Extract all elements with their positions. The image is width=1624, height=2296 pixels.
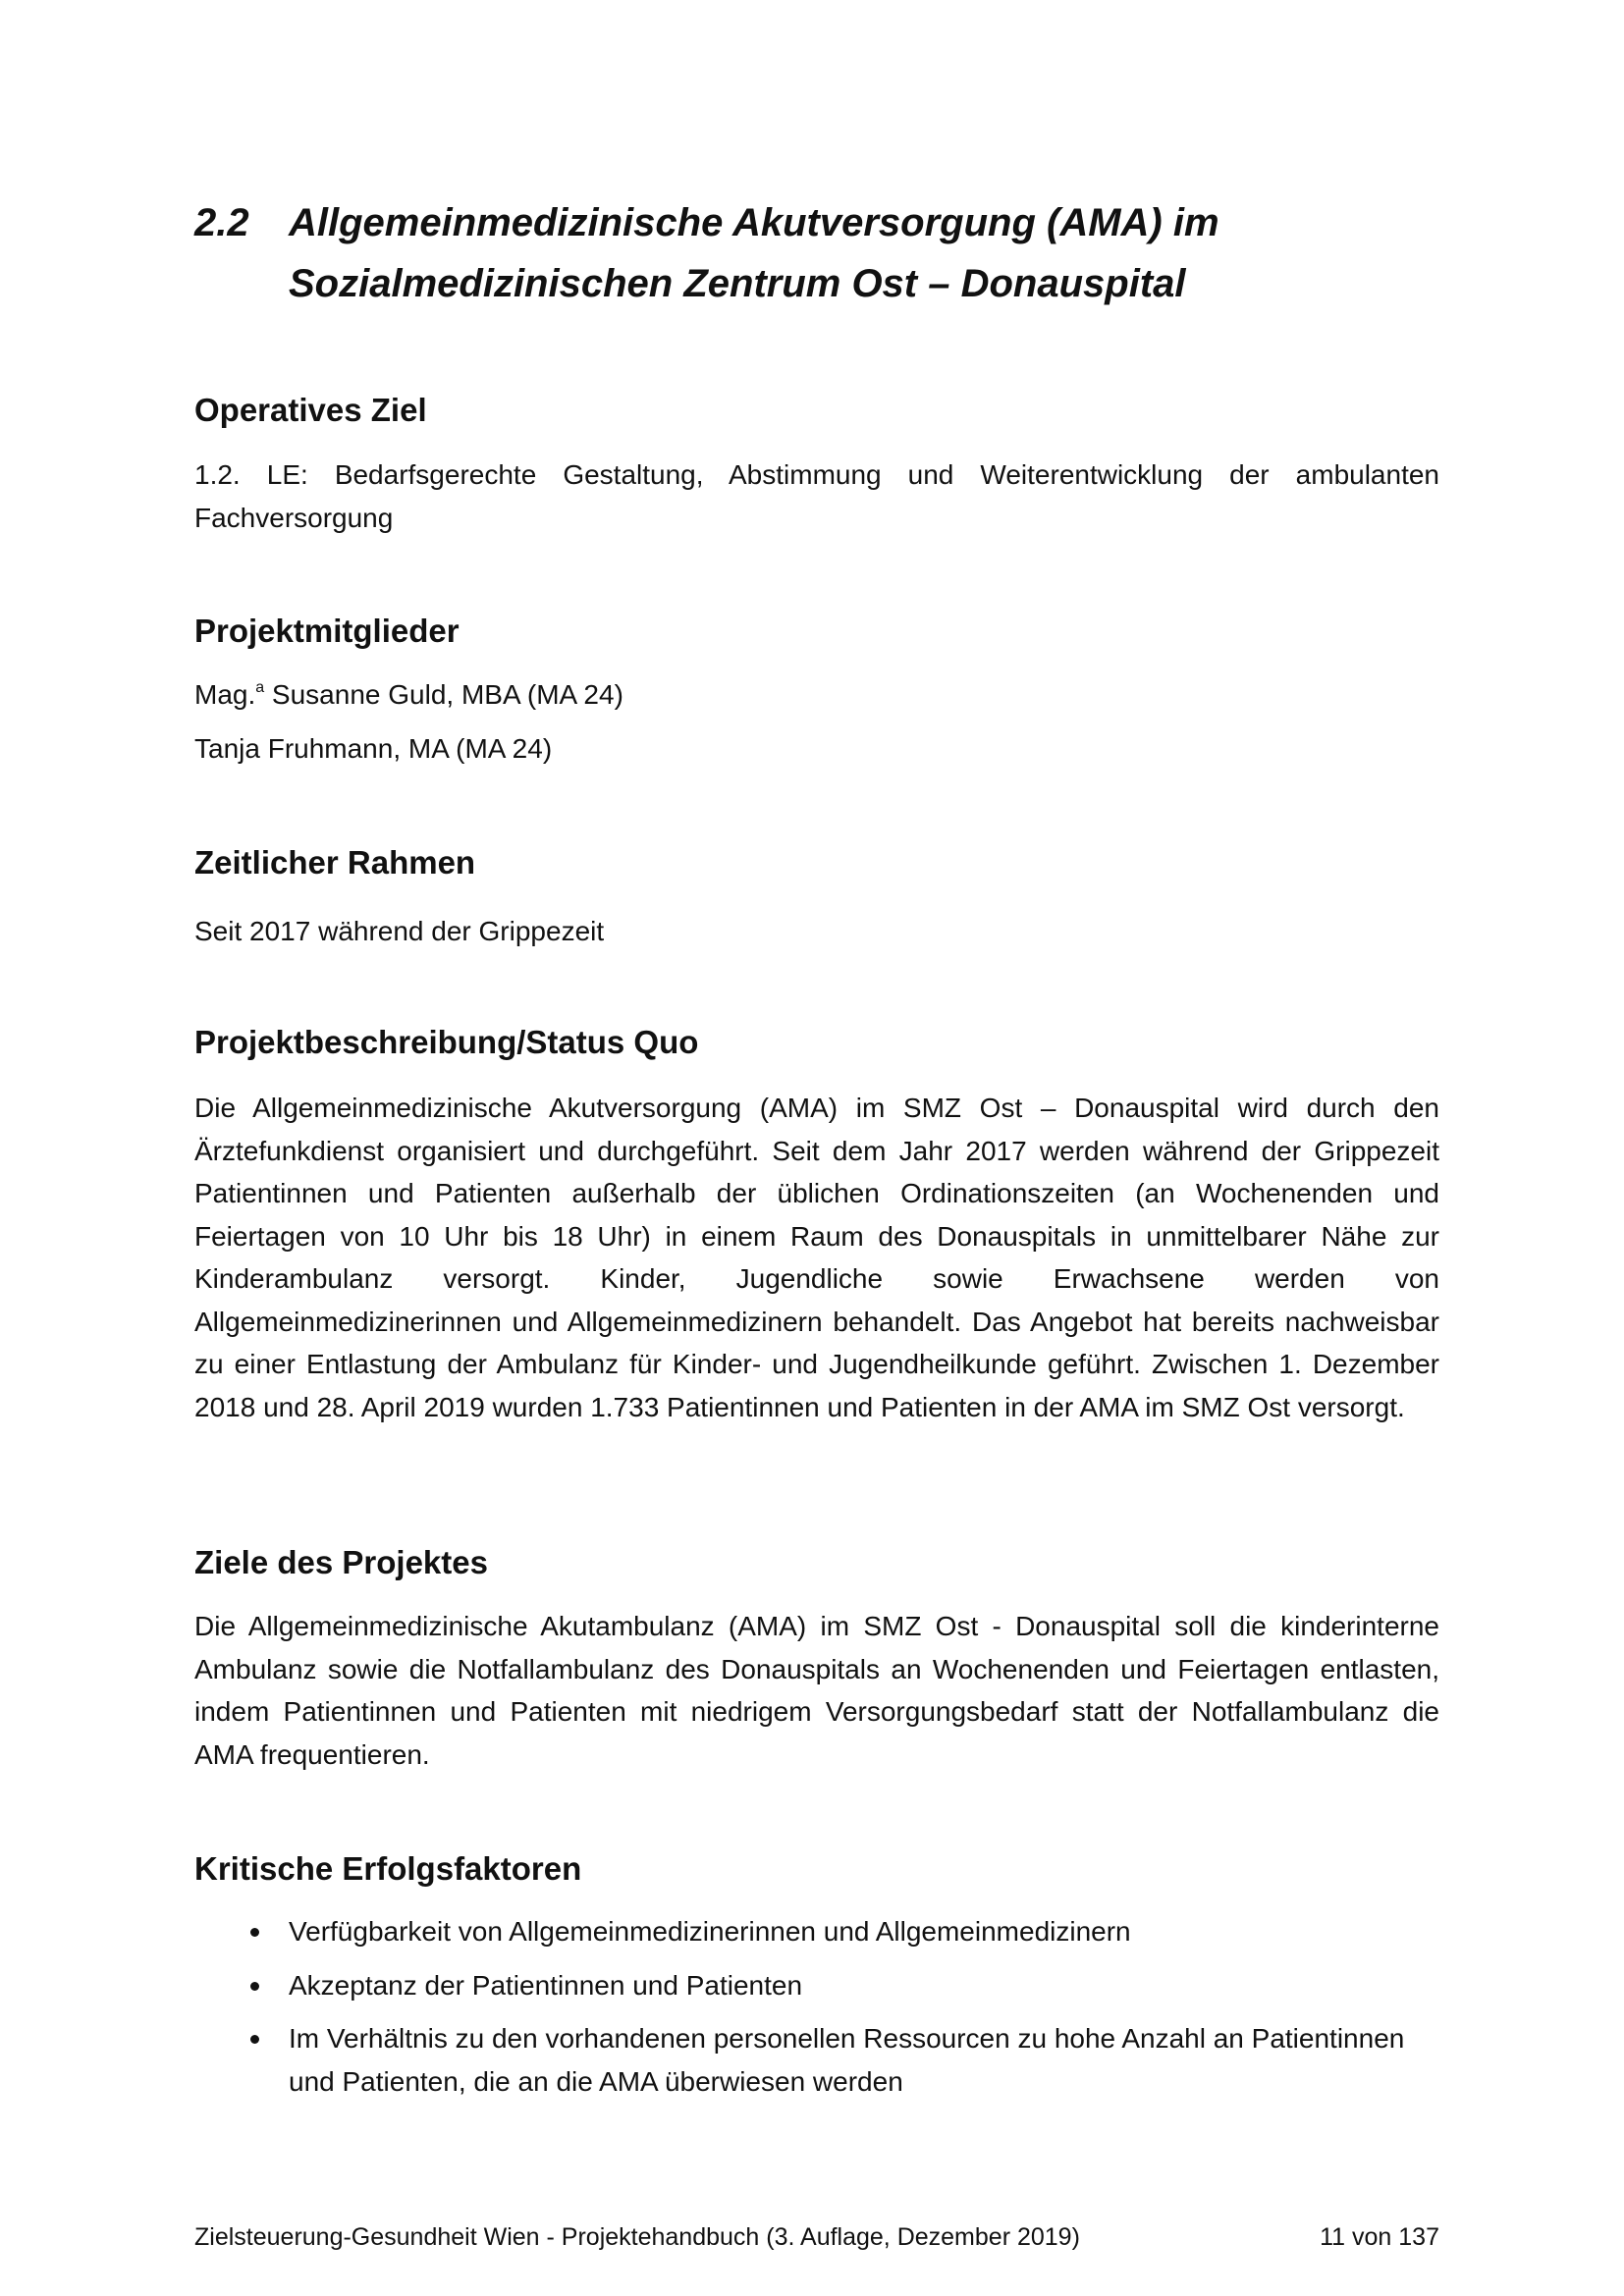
footer-document-title: Zielsteuerung-Gesundheit Wien - Projektehandbuch (3. Auflage, Dezember 2019)	[194, 2223, 1080, 2251]
chapter-title	[289, 192, 1439, 314]
bullet-icon	[250, 1928, 259, 1937]
member-1-title: Mag.	[194, 679, 256, 710]
projektmitglied-2: Tanja Fruhmann, MA (MA 24)	[194, 733, 553, 764]
ziele-heading: Ziele des Projektes	[194, 1544, 488, 1580]
zeitlicher-rahmen-heading: Zeitlicher Rahmen	[194, 844, 476, 881]
projektbeschreibung-text: Die Allgemeinmedizinische Akutversorgung (AMA) im SMZ Ost – Donauspital wird durch den Ärztefunkdienst organisiert und durchgeführt. Seit dem Jahr 2017 werden während der Grippezeit Patientinnen und Patienten außerhalb der üblichen Ordinationszeiten (an Wochenenden und Feiertagen von 10 Uhr bis 18 Uhr) in einem Raum des Donauspitals in unmittelbarer Nähe zur Kinderambulanz versorgt. Kinder, Jugendliche sowie Erwachsene werden von Allgemeinmedizinerinnen und Allgemeinmedizinern behandelt. Das Angebot hat bereits nachweisbar zu einer Entlastung der Ambulanz für Kinder- und Jugendheilkunde geführt. Zwischen 1. Dezember 2018 und 28. April 2019 wurden 1.733 Patientinnen und Patienten in der AMA im SMZ Ost versorgt.	[194, 1093, 1439, 1422]
list-item-text: Im Verhältnis zu den vorhandenen personellen Ressourcen zu hohe Anzahl an Patientinnen und Patienten, die an die AMA überwiesen werden	[289, 2023, 1405, 2097]
member-1-title-superscript: a	[255, 679, 265, 696]
operatives-ziel-text: 1.2. LE: Bedarfsgerechte Gestaltung, Abstimmung und Weiterentwicklung der ambulanten Fachversorgung	[194, 459, 1439, 533]
document-page	[194, 0, 1439, 2296]
chapter-title-line-1: Allgemeinmedizinische Akutversorgung (AMA) im	[289, 201, 1219, 244]
operatives-ziel-heading: Operatives Ziel	[194, 392, 427, 428]
chapter-heading	[194, 192, 1439, 314]
page-footer	[194, 2220, 1439, 2254]
erfolgsfaktoren-heading: Kritische Erfolgsfaktoren	[194, 1850, 582, 1887]
member-1-name: Susanne Guld, MBA (MA 24)	[264, 679, 623, 710]
list-item	[194, 2017, 1439, 2103]
page-number: 11 von 137	[1320, 2223, 1439, 2251]
bullet-icon	[250, 1982, 259, 1991]
erfolgsfaktoren-list	[194, 1910, 1439, 2113]
zeitlicher-rahmen-text: Seit 2017 während der Grippezeit	[194, 916, 605, 946]
list-item-text: Akzeptanz der Patientinnen und Patienten	[289, 1969, 803, 2001]
projektbeschreibung-heading: Projektbeschreibung/Status Quo	[194, 1024, 699, 1060]
chapter-number: 2.2	[194, 201, 249, 244]
projektmitglied-1	[194, 673, 1439, 717]
bullet-icon	[250, 2035, 259, 2044]
ziele-text: Die Allgemeinmedizinische Akutambulanz (AMA) im SMZ Ost - Donauspital soll die kinderinterne Ambulanz sowie die Notfallambulanz des Donauspitals an Wochenenden und Feiertagen entlasten, indem Patientinnen und Patienten mit niedrigem Versorgungsbedarf statt der Notfallambulanz die AMA frequentieren.	[194, 1611, 1439, 1770]
projektmitglieder-heading: Projektmitglieder	[194, 613, 460, 649]
list-item	[194, 1964, 1439, 2007]
list-item	[194, 1910, 1439, 1953]
chapter-title-line-2: Sozialmedizinischen Zentrum Ost – Donauspital	[289, 262, 1186, 305]
list-item-text: Verfügbarkeit von Allgemeinmedizinerinnen und Allgemeinmedizinern	[289, 1916, 1131, 1947]
